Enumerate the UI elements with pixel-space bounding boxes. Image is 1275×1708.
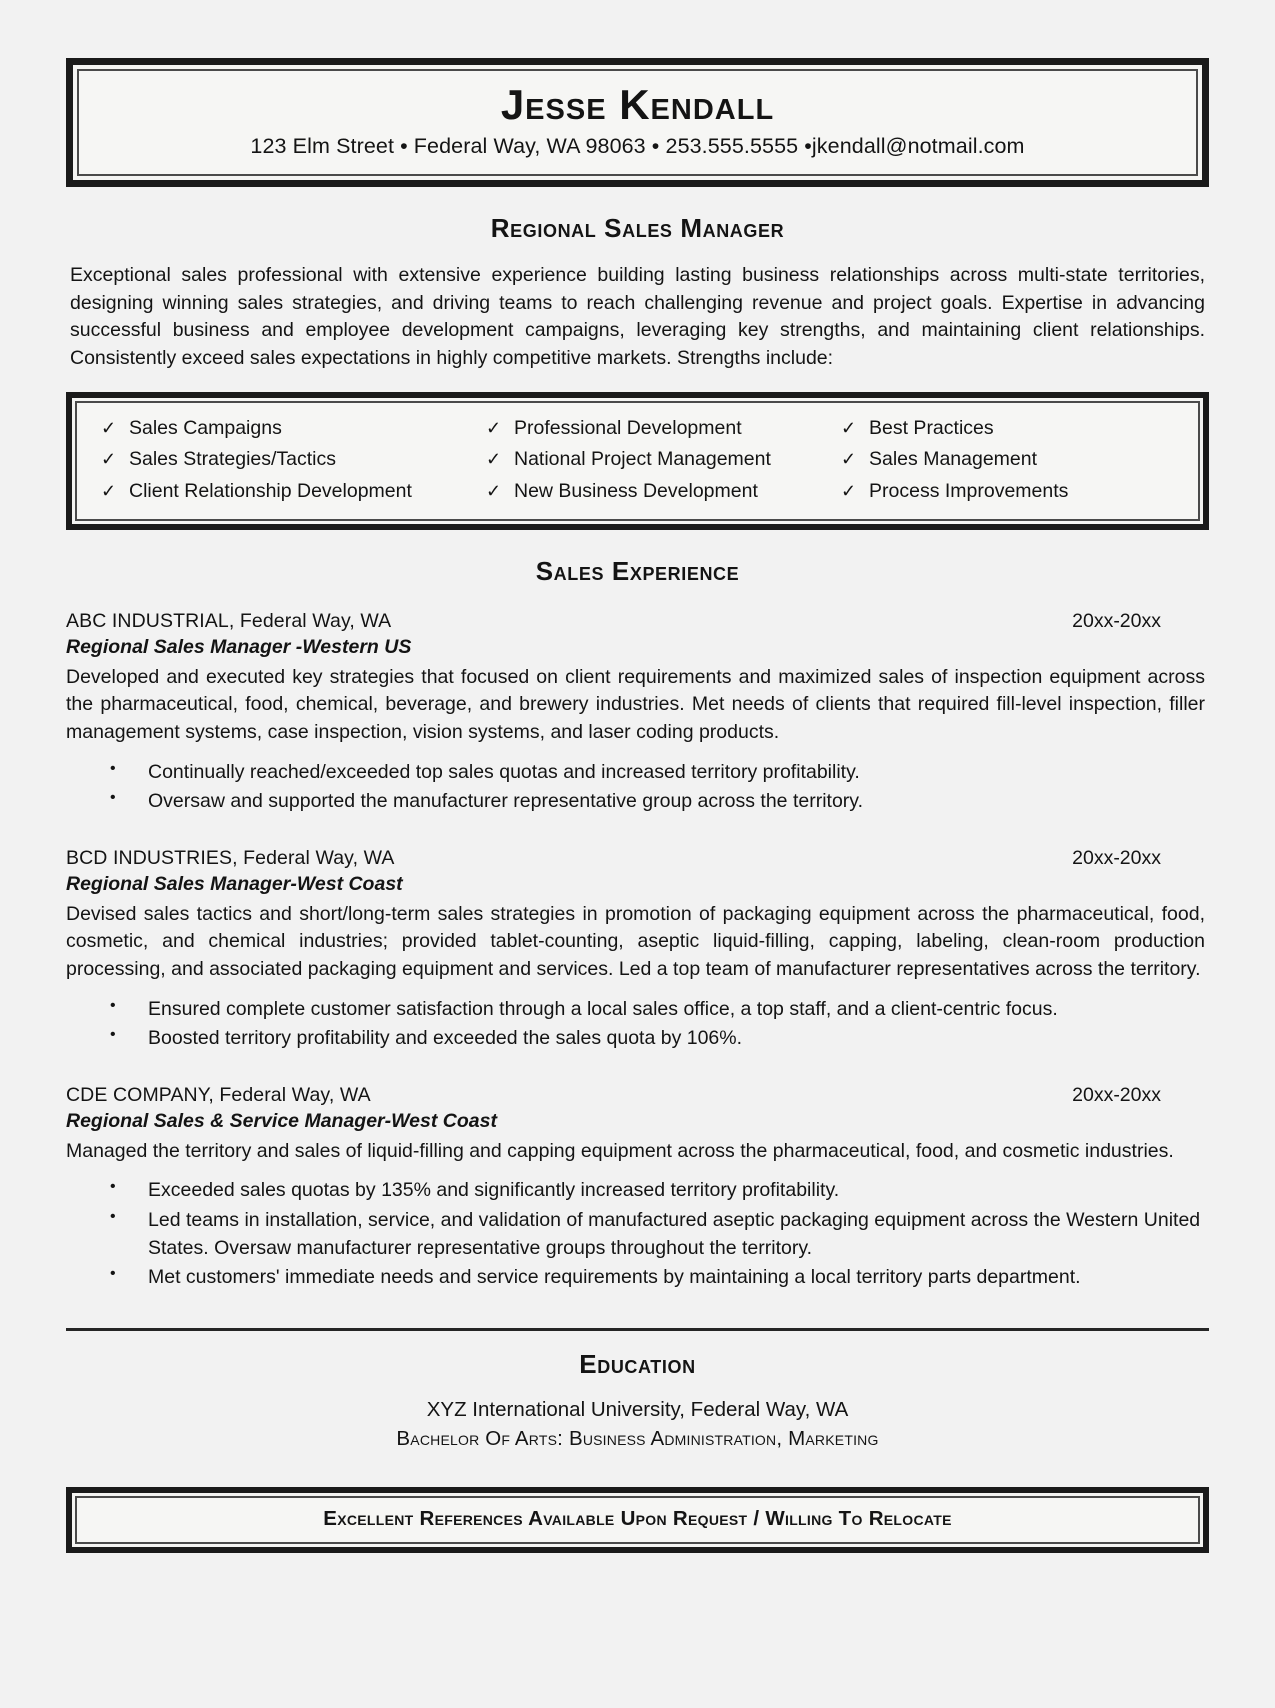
footer-box xyxy=(66,1487,1209,1554)
job-description: Developed and executed key strategies that focused on client requirements and maximized sales of inspection equipment across the pharmaceutical, food, chemical, beverage, and brewery industries. Met needs of clients that required fill-level inspection, filler management systems, case inspection, vision systems, and laser coding products. xyxy=(66,665,1205,743)
professional-summary: Exceptional sales professional with extensive experience building lasting business relationships across multi-state territories, designing winning sales strategies, and driving teams to reach challenging revenue and project goals. Expertise in advancing successful business and employee development campaigns, leveraging key strengths, and maintaining client relationships. Consistently exceed sales expectations in highly competitive markets. Strengths include: xyxy=(70,263,1205,370)
education-block xyxy=(66,1396,1209,1452)
experience-entry xyxy=(66,1083,1209,1292)
checkmark-icon: ✓ xyxy=(486,449,502,470)
job-role-title: Regional Sales Manager-West Coast xyxy=(66,873,403,896)
company-name: ABC INDUSTRIAL, Federal Way, WA xyxy=(66,609,392,632)
skill-item xyxy=(835,448,1180,471)
skills-grid xyxy=(95,417,1180,503)
education-degree: Bachelor Of Arts: Business Administration, Marketing xyxy=(396,1426,879,1450)
skill-item xyxy=(95,480,480,503)
checkmark-icon: ✓ xyxy=(841,449,857,470)
skill-label: Client Relationship Development xyxy=(129,479,412,502)
employment-dates: 20xx-20xx xyxy=(1072,1084,1161,1107)
section-title-experience: Sales Experience xyxy=(535,555,740,586)
experience-entry xyxy=(66,609,1209,816)
job-role-title: Regional Sales & Service Manager-West Coast xyxy=(66,1110,497,1133)
job-description: Managed the territory and sales of liquid-filling and capping equipment across the pharmaceutical, food, and cosmetic industries. xyxy=(66,1139,1174,1162)
experience-entry xyxy=(66,846,1209,1053)
job-bullet-list xyxy=(66,759,1209,816)
education-school: XYZ International University, Federal Way, WA xyxy=(426,1398,849,1422)
candidate-name: Jesse Kendall xyxy=(500,81,775,128)
skill-label: Sales Management xyxy=(869,448,1038,471)
experience-header-row xyxy=(66,846,1209,871)
skill-item xyxy=(95,448,480,471)
education-divider xyxy=(66,1328,1209,1331)
experience-header-row xyxy=(66,609,1209,634)
contact-line: 123 Elm Street • Federal Way, WA 98063 • 253.555.5555 •jkendall@notmail.com xyxy=(250,134,1025,159)
job-bullet: • Exceeded sales quotas by 135% and significantly increased territory profitability. xyxy=(66,1177,1209,1205)
company-name: BCD INDUSTRIES, Federal Way, WA xyxy=(66,846,395,869)
job-role-title: Regional Sales Manager -Western US xyxy=(66,636,412,659)
checkmark-icon: ✓ xyxy=(486,480,502,501)
header-box xyxy=(66,58,1209,187)
checkmark-icon: ✓ xyxy=(101,417,117,438)
job-bullet: • Ensured complete customer satisfaction through a local sales office, a top staff, and a client-centric focus. xyxy=(66,996,1209,1024)
skill-item xyxy=(480,480,835,503)
checkmark-icon: ✓ xyxy=(841,417,857,438)
checkmark-icon: ✓ xyxy=(486,417,502,438)
employment-dates: 20xx-20xx xyxy=(1072,846,1161,869)
header-box-inner xyxy=(77,69,1198,176)
skill-item xyxy=(835,417,1180,440)
skill-label: New Business Development xyxy=(514,479,758,502)
skill-label: Sales Strategies/Tactics xyxy=(129,448,337,471)
resume-page xyxy=(0,58,1275,1708)
skills-box xyxy=(66,392,1209,530)
job-bullet-list xyxy=(66,1177,1209,1292)
skill-item xyxy=(95,417,480,440)
checkmark-icon: ✓ xyxy=(841,480,857,501)
skills-box-inner xyxy=(75,401,1200,521)
spacer xyxy=(66,1057,1209,1083)
job-description: Devised sales tactics and short/long-term sales strategies in promotion of packaging equipment across the pharmaceutical, food, cosmetic, and chemical industries; provided tablet-counting, aseptic liquid-filling, capping, labeling, clean-room production processing, and associated packaging equipment and services. Led a top team of manufacturer representatives across the territory. xyxy=(66,902,1205,981)
job-bullet: • Met customers' immediate needs and service requirements by maintaining a local territory parts department. xyxy=(66,1264,1209,1292)
company-name: CDE COMPANY, Federal Way, WA xyxy=(66,1084,371,1107)
section-title-education: Education xyxy=(579,1349,696,1380)
target-job-title: Regional Sales Manager xyxy=(490,212,785,243)
checkmark-icon: ✓ xyxy=(101,480,117,501)
skill-label: National Project Management xyxy=(514,448,771,471)
job-bullet-list xyxy=(66,996,1209,1053)
checkmark-icon: ✓ xyxy=(101,449,117,470)
skill-item xyxy=(480,448,835,471)
skill-label: Process Improvements xyxy=(869,479,1069,502)
job-bullet: • Boosted territory profitability and exceeded the sales quota by 106%. xyxy=(66,1025,1209,1053)
experience-header-row xyxy=(66,1083,1209,1108)
employment-dates: 20xx-20xx xyxy=(1072,609,1161,632)
references-statement: Excellent References Available Upon Request / Willing To Relocate xyxy=(323,1506,952,1530)
skill-item xyxy=(835,480,1180,503)
skill-label: Best Practices xyxy=(869,416,994,439)
skill-item xyxy=(480,417,835,440)
skill-label: Professional Development xyxy=(514,416,742,439)
skill-label: Sales Campaigns xyxy=(129,416,282,439)
job-bullet: • Led teams in installation, service, and validation of manufactured aseptic packaging equipment across the Western United States. Oversaw manufacturer representative groups throughout the territory. xyxy=(66,1207,1209,1262)
job-bullet: • Continually reached/exceeded top sales quotas and increased territory profitability. xyxy=(66,759,1209,787)
footer-box-inner xyxy=(75,1496,1200,1545)
job-bullet: • Oversaw and supported the manufacturer representative group across the territory. xyxy=(66,788,1209,816)
spacer xyxy=(66,820,1209,846)
